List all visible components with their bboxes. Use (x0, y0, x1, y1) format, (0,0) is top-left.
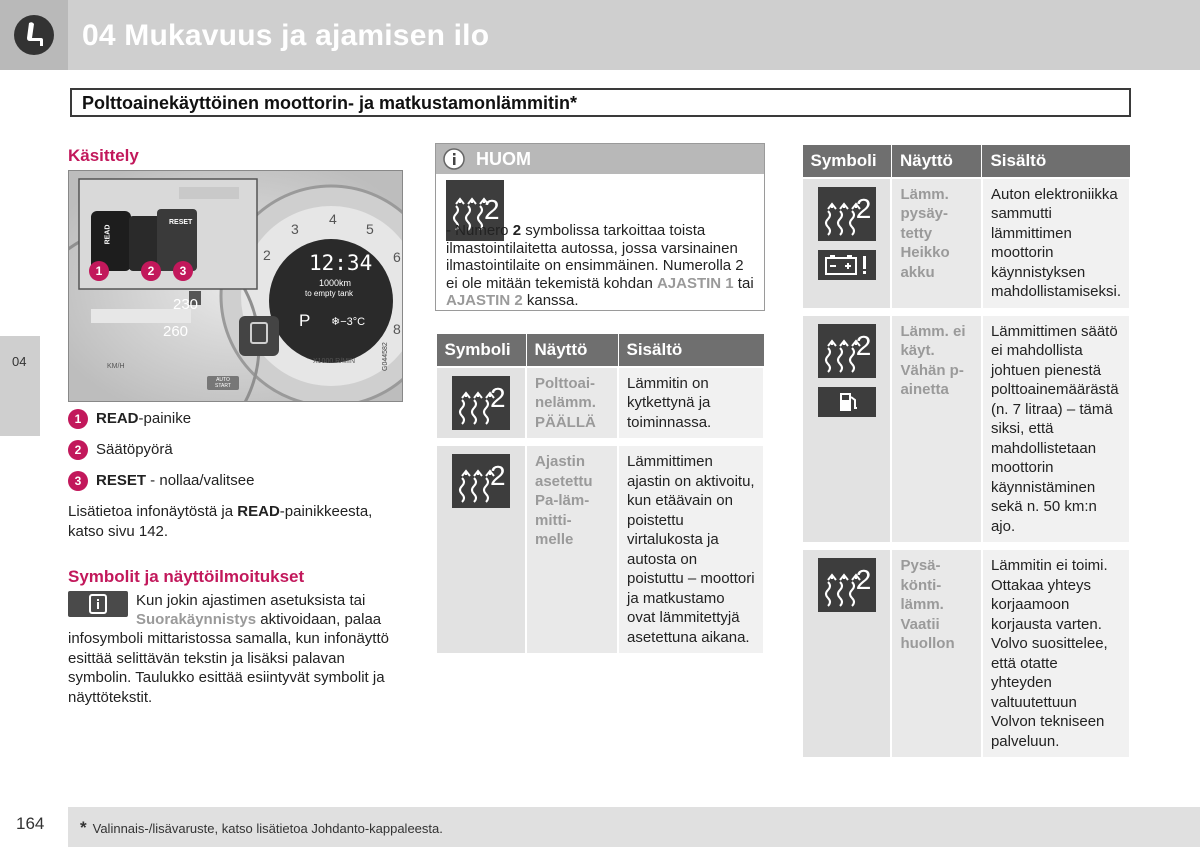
col-header-content: Sisältö (982, 145, 1130, 178)
callout-badge: 2 (68, 440, 88, 460)
gear-indicator: P (299, 311, 311, 330)
table-row (802, 549, 1130, 758)
seat-icon (14, 15, 54, 55)
col-header-symbol: Symboli (802, 145, 891, 178)
note-title: HUOM (476, 149, 531, 169)
heater-2-icon: 2 (818, 558, 876, 612)
outside-temp: ❄−3°C (331, 316, 366, 328)
rpm-tick-8: 8 (393, 321, 401, 337)
table-row (436, 367, 764, 440)
symbols-paragraph-line2: Suorakäynnistys aktivoidaan, palaa (136, 611, 382, 628)
heater-2-icon: 2 (818, 324, 876, 378)
symbol-cell (802, 549, 891, 758)
page-number: 164 (16, 814, 45, 833)
content-cell: Lämmitin ei toimi. Ottakaa yhteys korjaamoon korjausta varten. Volvo suosittelee, että otatte yhteyden valtuutettuun Volvon tekniseen palveluun. (982, 549, 1130, 758)
display-cell: Polttoai- nelämm. PÄÄLLÄ (526, 367, 618, 440)
side-tab-label: 04 (12, 354, 27, 369)
table-row (802, 315, 1130, 544)
speed-tick-260: 260 (163, 323, 189, 340)
content-cell: Lämmittimen ajastin on aktivoitu, kun etäävain on poistettu virtalukosta ja autosta on poistuttu – moottori ja matkustamo ovat lämmitettyjä asetettuna aikana. (618, 445, 764, 654)
section-title: Polttoainekäyttöinen moottorin- ja matkustamonlämmitin* (82, 93, 578, 113)
note-header (436, 144, 764, 174)
symbols-paragraph-line1: Kun jokin ajastimen asetuksista tai (136, 592, 366, 609)
chapter-side-tab (0, 336, 40, 436)
info-paragraph: Lisätietoa infonäytöstä ja READ-painikkeesta, katso sivu 142. (68, 503, 373, 540)
rpm-tick-6: 6 (393, 249, 401, 265)
rpm-unit: X1000 R/MIN (313, 358, 356, 365)
stalk-read-label: READ (104, 224, 112, 245)
footer-note: * Valinnais-/lisävaruste, katso lisätietoa Johdanto-kappaleesta. (80, 818, 443, 837)
rpm-tick-4: 4 (329, 211, 337, 227)
callout-2: 2 (141, 261, 161, 281)
content-cell: Lämmitin on kytkettynä ja toiminnassa. (618, 367, 764, 440)
chapter-header (0, 0, 1200, 70)
table-row (436, 445, 764, 654)
instrument-cluster-figure (68, 170, 403, 402)
symbol-cell (436, 367, 526, 440)
fuel-pump-icon (818, 387, 876, 417)
col-header-content: Sisältö (618, 334, 764, 367)
display-cell: Lämm. pysäy- tetty Heikko akku (891, 178, 982, 309)
rpm-tick-3: 3 (291, 221, 299, 237)
content-cell: Lämmittimen säätö ei mahdollista johtuen pienestä polttoainemäärästä (n. 7 litraa) – tämä siksi, että mahdollistetaan moottorin käynnistäminen sekä n. 50 km:n ajo. (982, 315, 1130, 544)
note-text: - Numero 2 symbolissa tarkoittaa toista ilmastointilaitetta autossa, jossa varsinainen ilmastointilaite on ensimmäinen. Numerolla 2 ei ole mitään tekemistä kohdan AJASTIN 1 tai AJASTIN 2 kanssa. (446, 222, 754, 309)
content-cell: Auton elektroniikka sammutti lämmittimen moottorin käynnistyksen mahdollistamiseksi. (982, 178, 1130, 309)
col-header-display: Näyttö (891, 145, 982, 178)
chapter-title: 04 Mukavuus ja ajamisen ilo (82, 19, 490, 52)
symbol-cell (802, 178, 891, 309)
info-circle-icon (442, 147, 466, 171)
stalk-reset-label: RESET (169, 219, 193, 226)
symbol-table-right (801, 144, 1131, 759)
symbol-table-middle (435, 333, 765, 655)
legend-item-1: 1 READ-painike (68, 409, 191, 429)
symbol-cell (802, 315, 891, 544)
battery-warning-icon (818, 250, 876, 280)
heater-2-icon: 2 (818, 187, 876, 241)
heater-2-icon: 2 (452, 376, 510, 430)
col-header-symbol: Symboli (436, 334, 526, 367)
display-cell: Pysä- könti- lämm. Vaatii huollon (891, 549, 982, 758)
kmh-unit: KM/H (107, 363, 125, 370)
symbols-paragraph-rest: infosymboli mittaristossa samalla, kun infonäyttö esittää selittävän tekstin ja lisäksi palavan symbolin. Taulukko esittää esiintyvät symbolit ja näyttötekstit. (68, 630, 389, 706)
figure-code: G044582 (382, 342, 389, 371)
display-cell: Lämm. ei käyt. Vähän p- ainetta (891, 315, 982, 544)
symbol-cell (436, 445, 526, 654)
rpm-tick-5: 5 (366, 221, 374, 237)
col-header-display: Näyttö (526, 334, 618, 367)
callout-3: 3 (173, 261, 193, 281)
legend-item-2: 2 Säätöpyörä (68, 440, 173, 460)
section-title-box (70, 88, 1131, 117)
clock-readout: 12:34 (309, 251, 373, 275)
speed-tick-230: 230 (173, 296, 199, 313)
note-box (435, 143, 765, 311)
callout-badge: 3 (68, 471, 88, 491)
range-label: to empty tank (305, 289, 354, 298)
table-row (802, 178, 1130, 309)
info-symbol-icon (68, 591, 128, 617)
legend-item-3: 3 RESET - nollaa/valitsee (68, 471, 254, 491)
rpm-tick-2: 2 (263, 247, 271, 263)
heading-handling: Käsittely (68, 146, 139, 165)
callout-badge: 1 (68, 409, 88, 429)
heater-2-icon: 2 (446, 180, 504, 241)
display-cell: Ajastin asetettu Pa-läm- mitti- melle (526, 445, 618, 654)
heading-symbols: Symbolit ja näyttöilmoitukset (68, 567, 305, 586)
callout-1: 1 (89, 261, 109, 281)
range-readout: 1000km (319, 278, 352, 288)
heater-2-icon: 2 (452, 454, 510, 508)
chapter-icon-box (0, 0, 68, 70)
auto-start-label: AUTO START (215, 377, 231, 389)
footer-bar (68, 807, 1200, 847)
